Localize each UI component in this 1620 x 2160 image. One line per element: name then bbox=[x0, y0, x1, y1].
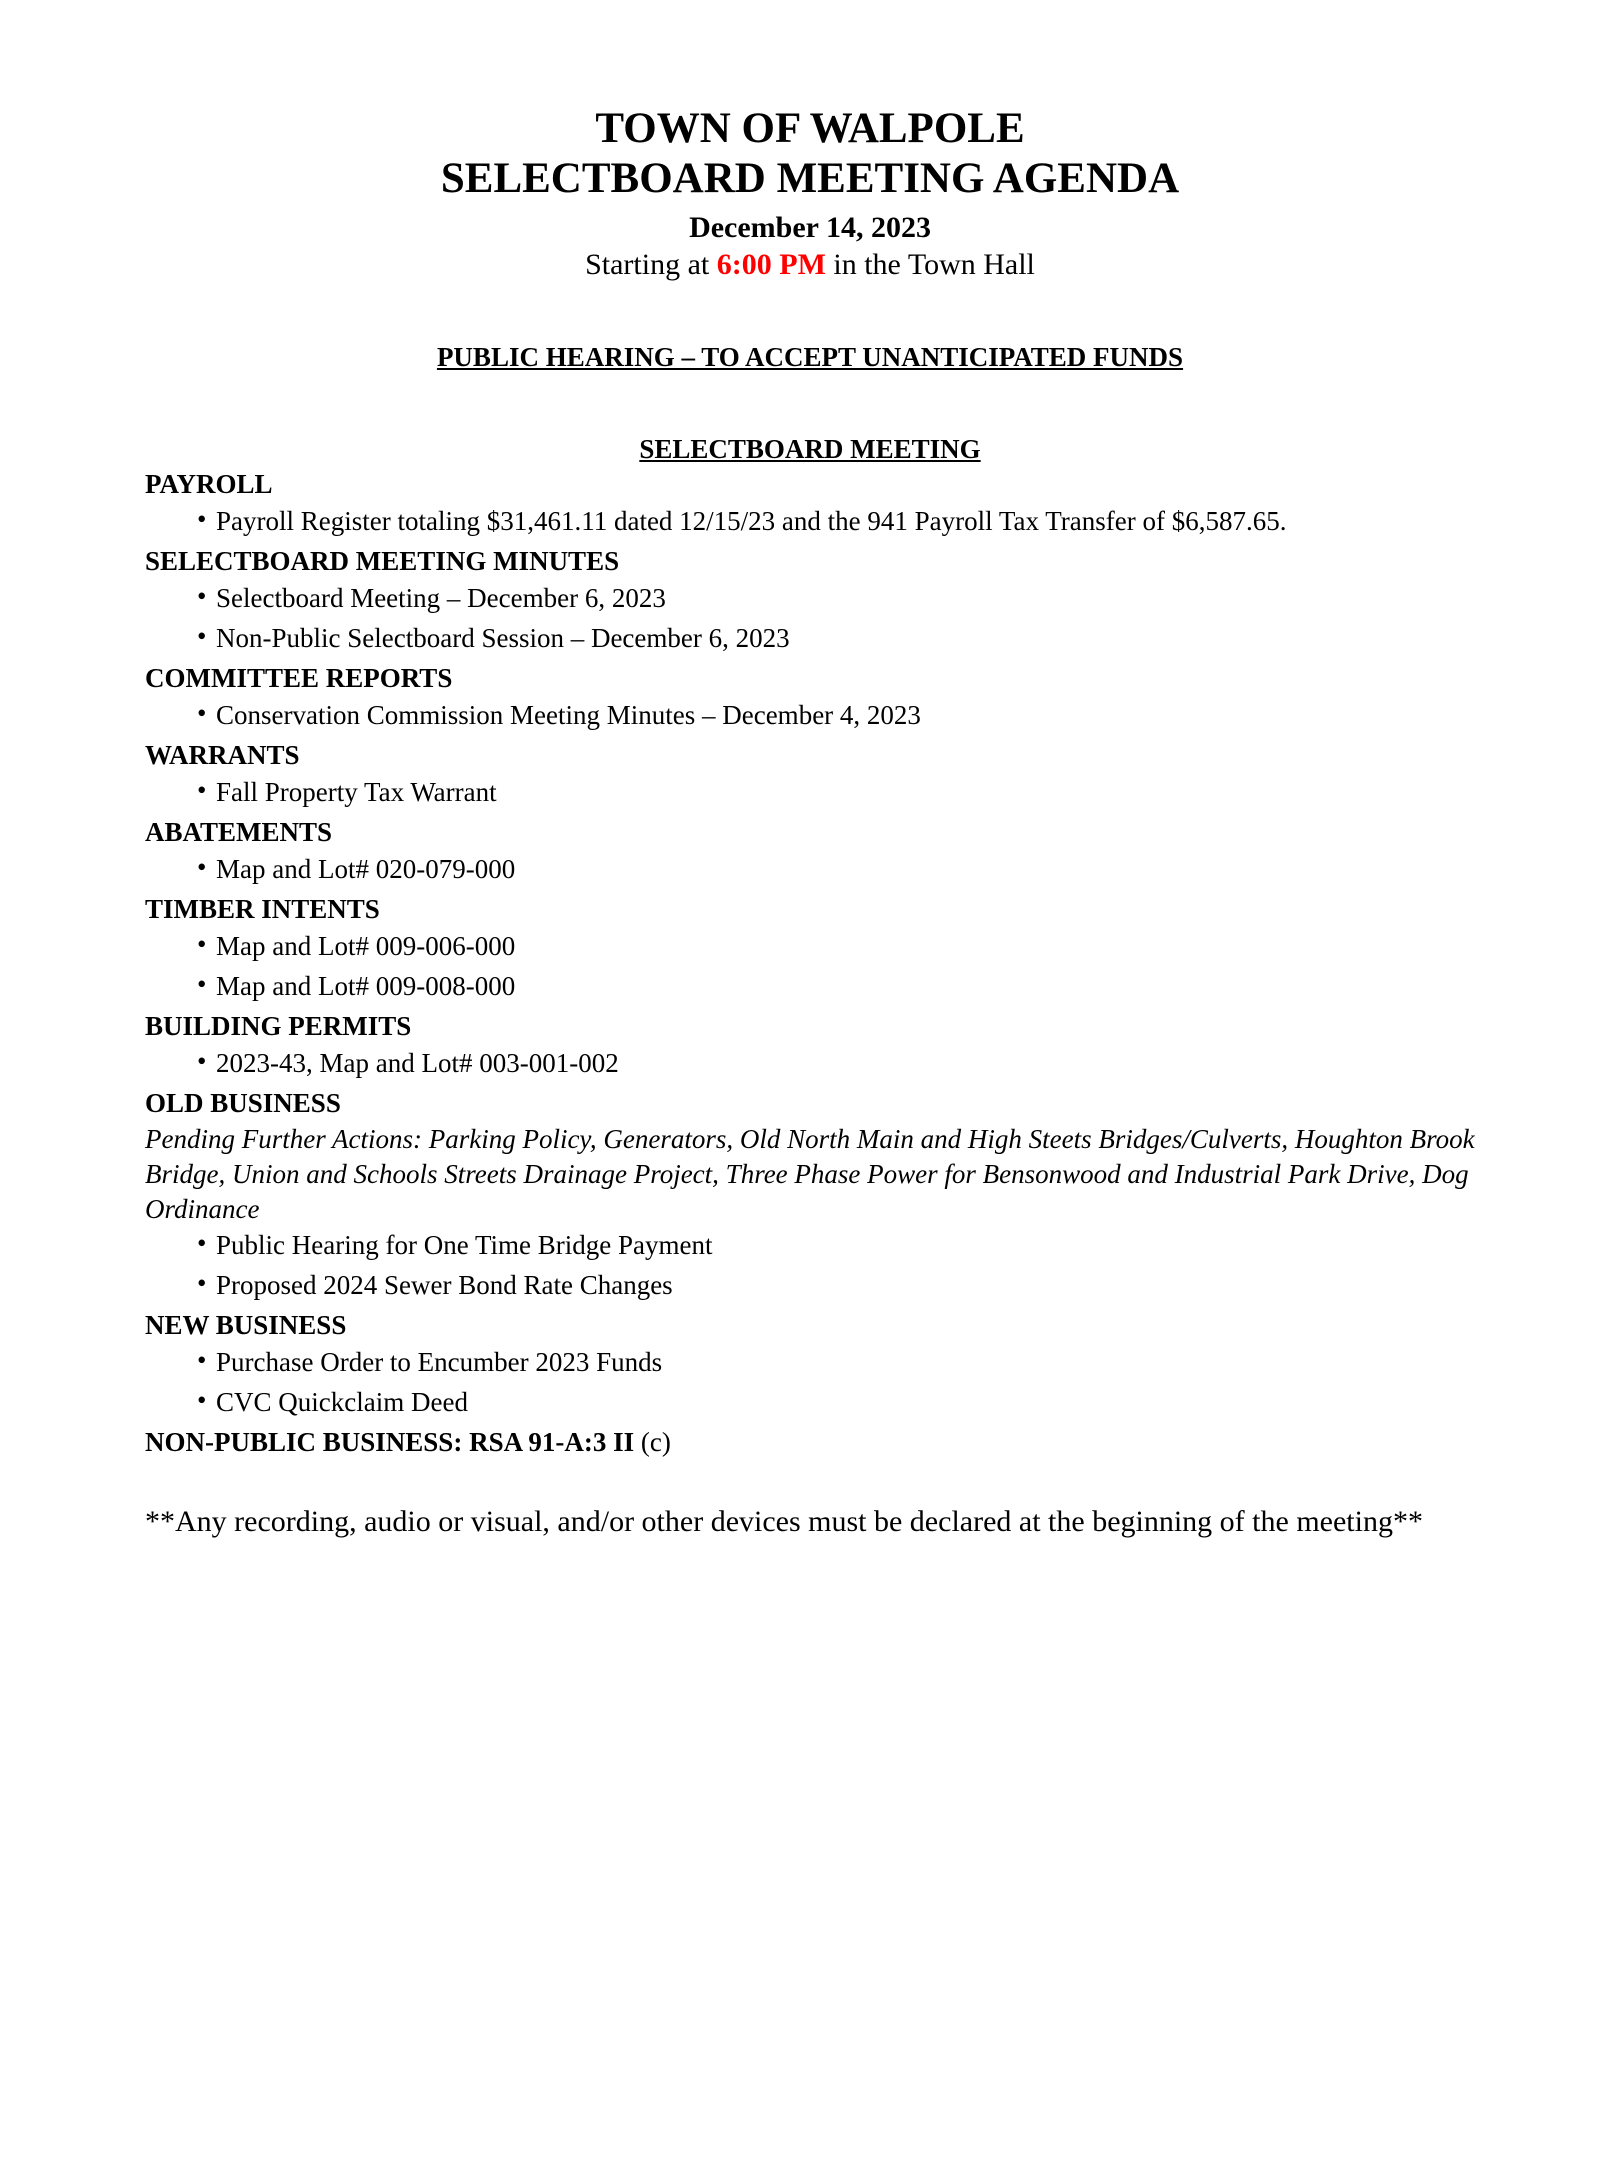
start-time: 6:00 PM bbox=[716, 248, 826, 281]
town-name: TOWN OF WALPOLE bbox=[595, 105, 1025, 152]
list-item: • Purchase Order to Encumber 2023 Funds bbox=[145, 1344, 1485, 1381]
bullet-icon: • bbox=[197, 969, 207, 999]
recording-notice: **Any recording, audio or visual, and/or other devices must be declared at the beginning of the meeting** bbox=[145, 1505, 1423, 1538]
bullet-icon: • bbox=[197, 852, 207, 882]
abatements-heading: ABATEMENTS bbox=[145, 817, 333, 847]
list-item: • Public Hearing for One Time Bridge Payment bbox=[145, 1227, 1485, 1264]
start-suffix: in the Town Hall bbox=[833, 248, 1035, 281]
agenda-header bbox=[0, 104, 1620, 284]
non-public-suffix: (c) bbox=[640, 1427, 671, 1457]
meeting-start-line bbox=[0, 246, 1620, 284]
bullet-icon: • bbox=[197, 1268, 207, 1298]
list-item: • Map and Lot# 020-079-000 bbox=[145, 851, 1485, 888]
public-hearing-heading: PUBLIC HEARING – TO ACCEPT UNANTICIPATED FUNDS bbox=[436, 342, 1184, 372]
bullet-icon: • bbox=[197, 1385, 207, 1415]
pending-actions-note: Pending Further Actions: Parking Policy, Generators, Old North Main and High Steets Bridges/Culverts, Houghton Brook Bridge, Union and Schools Streets Drainage Project, Three Phase Power for Bensonwood and Industrial Park Drive, Dog Ordinance bbox=[145, 1124, 1475, 1224]
payroll-heading: PAYROLL bbox=[145, 469, 273, 499]
list-item: • Conservation Commission Meeting Minutes – December 4, 2023 bbox=[145, 697, 1485, 734]
bullet-icon: • bbox=[197, 1228, 207, 1258]
list-item: • Payroll Register totaling $31,461.11 dated 12/15/23 and the 941 Payroll Tax Transfer of $6,587.65. bbox=[145, 503, 1485, 540]
list-item: • Proposed 2024 Sewer Bond Rate Changes bbox=[145, 1267, 1485, 1304]
bullet-icon: • bbox=[197, 581, 207, 611]
bullet-icon: • bbox=[197, 621, 207, 651]
list-item: • Non-Public Selectboard Session – December 6, 2023 bbox=[145, 620, 1485, 657]
new-business-heading: NEW BUSINESS bbox=[145, 1310, 347, 1340]
non-public-business-heading: NON-PUBLIC BUSINESS: RSA 91-A:3 II (c) bbox=[145, 1427, 671, 1457]
selectboard-meeting-heading: SELECTBOARD MEETING bbox=[639, 434, 981, 464]
bullet-icon: • bbox=[197, 929, 207, 959]
agenda-title: SELECTBOARD MEETING AGENDA bbox=[440, 155, 1180, 202]
list-item: • Selectboard Meeting – December 6, 2023 bbox=[145, 580, 1485, 617]
list-item: • Map and Lot# 009-008-000 bbox=[145, 968, 1485, 1005]
timber-intents-heading: TIMBER INTENTS bbox=[145, 894, 380, 924]
committee-reports-heading: COMMITTEE REPORTS bbox=[145, 663, 453, 693]
old-business-heading: OLD BUSINESS bbox=[145, 1088, 341, 1118]
bullet-icon: • bbox=[197, 1046, 207, 1076]
meeting-date: December 14, 2023 bbox=[689, 211, 931, 244]
bullet-icon: • bbox=[197, 1345, 207, 1375]
bullet-icon: • bbox=[197, 775, 207, 805]
minutes-heading: SELECTBOARD MEETING MINUTES bbox=[145, 546, 620, 576]
building-permits-heading: BUILDING PERMITS bbox=[145, 1011, 412, 1041]
list-item: • Fall Property Tax Warrant bbox=[145, 774, 1485, 811]
bullet-icon: • bbox=[197, 504, 207, 534]
list-item: • Map and Lot# 009-006-000 bbox=[145, 928, 1485, 965]
bullet-icon: • bbox=[197, 698, 207, 728]
list-item: • 2023-43, Map and Lot# 003-001-002 bbox=[145, 1045, 1485, 1082]
list-item: • CVC Quickclaim Deed bbox=[145, 1384, 1485, 1421]
start-prefix: Starting at bbox=[585, 248, 710, 281]
agenda-body bbox=[145, 466, 1485, 1461]
warrants-heading: WARRANTS bbox=[145, 740, 300, 770]
